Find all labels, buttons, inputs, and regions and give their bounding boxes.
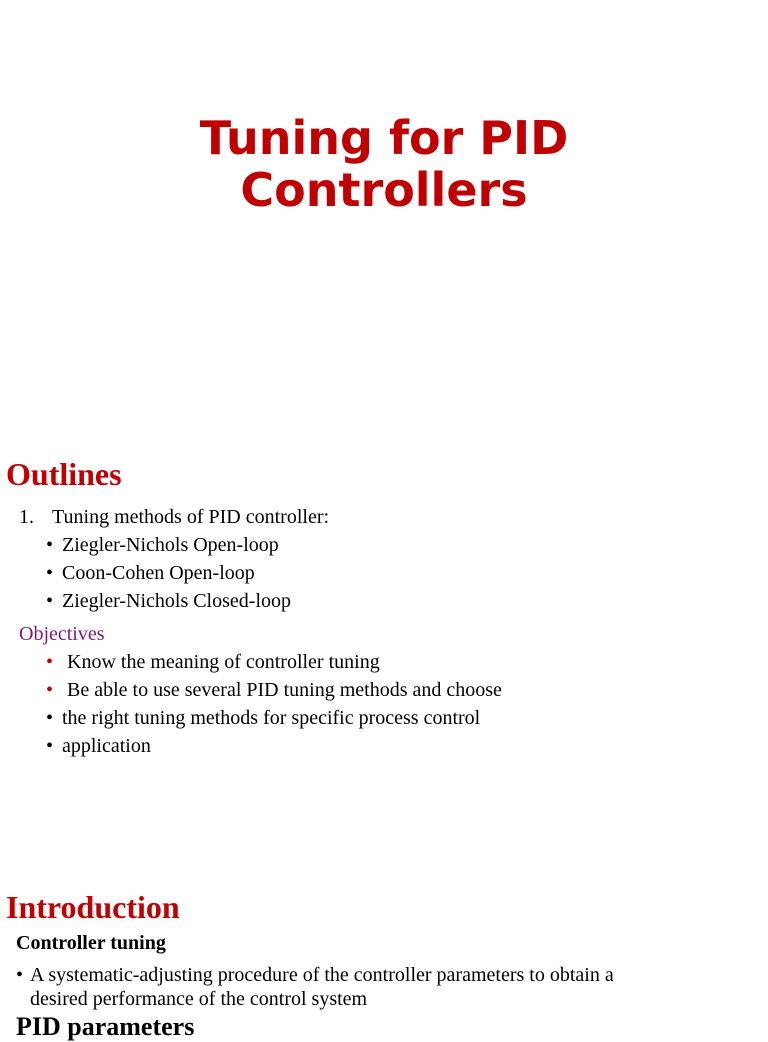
objectives-label: Objectives (19, 623, 105, 645)
bullet-icon: • (46, 590, 54, 612)
intro-bullet-line-2: desired performance of the control system (30, 988, 368, 1010)
intro-bullet-line-1: A systematic-adjusting procedure of the controller parameters to obtain a (30, 964, 614, 986)
objective-text: Be able to use several PID tuning methods and choose (67, 679, 502, 701)
objective-text: the right tuning methods for specific process control (62, 707, 481, 729)
bullet-icon: • (46, 534, 54, 556)
method-text: Ziegler-Nichols Closed-loop (62, 590, 291, 612)
controller-tuning-subheading: Controller tuning (16, 932, 166, 954)
bullet-icon: • (16, 964, 24, 986)
objective-text: Know the meaning of controller tuning (67, 651, 380, 673)
outlines-heading: Outlines (6, 456, 122, 492)
method-text: Ziegler-Nichols Open-loop (62, 534, 279, 556)
bullet-icon: • (46, 679, 54, 701)
title-line-1: Tuning for PID (199, 111, 569, 165)
bullet-icon: • (46, 707, 54, 729)
outline-item-text: Tuning methods of PID controller: (52, 506, 330, 528)
bullet-icon: • (46, 735, 54, 757)
introduction-heading: Introduction (6, 889, 180, 925)
bullet-icon: • (46, 651, 54, 673)
objective-text: application (62, 735, 151, 757)
next-heading-partial: PID parameters (16, 1012, 195, 1041)
outline-item-number: 1. (19, 506, 34, 528)
method-text: Coon-Cohen Open-loop (62, 562, 255, 584)
slide-title (0, 112, 768, 216)
title-line-2: Controllers (240, 163, 528, 217)
bullet-icon: • (46, 562, 54, 584)
